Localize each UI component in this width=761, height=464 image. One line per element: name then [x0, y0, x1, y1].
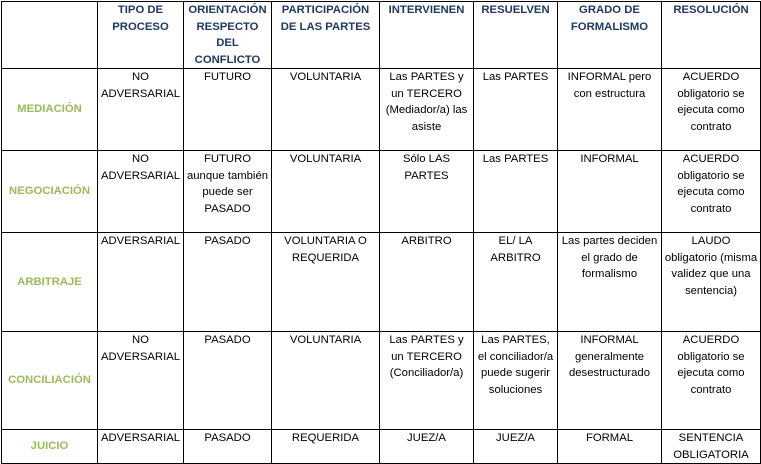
row-label-arbitraje: ARBITRAJE	[2, 233, 98, 332]
row-label-negociacion: NEGOCIACIÓN	[2, 151, 98, 233]
header-grado-de-formalismo: GRADO DE FORMALISMO	[558, 2, 662, 69]
table-cell: EL/ LA ARBITRO	[474, 233, 558, 332]
table-cell: PASADO	[184, 430, 272, 464]
table-cell: JUEZ/A	[380, 430, 474, 464]
table-cell: SENTENCIA OBLIGATORIA	[662, 430, 761, 464]
table-cell: FORMAL	[558, 430, 662, 464]
header-row	[2, 2, 761, 69]
table-row-arbitraje	[2, 233, 761, 332]
table-cell: Las PARTES y un TERCERO (Conciliador/a)	[380, 332, 474, 430]
table-cell: VOLUNTARIA O REQUERIDA	[272, 233, 380, 332]
table-cell: PASADO	[184, 233, 272, 332]
table-cell: ACUERDO obligatorio se ejecuta como contrato	[662, 332, 761, 430]
header-resolucion: RESOLUCIÓN	[662, 2, 761, 69]
table-cell: Las partes deciden el grado de formalismo	[558, 233, 662, 332]
table-cell: Sólo LAS PARTES	[380, 151, 474, 233]
table-cell: NO ADVERSARIAL	[98, 151, 184, 233]
row-label-mediacion: MEDIACIÓN	[2, 69, 98, 151]
table-cell: Las PARTES, el conciliador/a puede sugerir soluciones	[474, 332, 558, 430]
table-cell: INFORMAL generalmente desestructurado	[558, 332, 662, 430]
table-cell: JUEZ/A	[474, 430, 558, 464]
table-cell: Las PARTES y un TERCERO (Mediador/a) las asiste	[380, 69, 474, 151]
table-cell: ACUERDO obligatorio se ejecuta como contrato	[662, 151, 761, 233]
header-participacion: PARTICIPACIÓN DE LAS PARTES	[272, 2, 380, 69]
table-cell: NO ADVERSARIAL	[98, 69, 184, 151]
table-cell: Las PARTES	[474, 151, 558, 233]
table-row-negociacion	[2, 151, 761, 233]
header-intervienen: INTERVIENEN	[380, 2, 474, 69]
corner-cell	[2, 2, 98, 69]
table-cell: NO ADVERSARIAL	[98, 332, 184, 430]
header-resuelven: RESUELVEN	[474, 2, 558, 69]
table-cell: FUTURO	[184, 69, 272, 151]
table-cell: REQUERIDA	[272, 430, 380, 464]
table-row-juicio	[2, 430, 761, 464]
table-cell: INFORMAL	[558, 151, 662, 233]
table-cell: Las PARTES	[474, 69, 558, 151]
table-cell: ACUERDO obligatorio se ejecuta como contrato	[662, 69, 761, 151]
table-cell: FUTURO aunque también puede ser PASADO	[184, 151, 272, 233]
row-label-conciliacion: CONCILIACIÓN	[2, 332, 98, 430]
row-label-juicio: JUICIO	[2, 430, 98, 464]
table-cell: PASADO	[184, 332, 272, 430]
table-row-mediacion	[2, 69, 761, 151]
table-row-conciliacion	[2, 332, 761, 430]
table-cell: ADVERSARIAL	[98, 233, 184, 332]
header-tipo-de-proceso: TIPO DE PROCESO	[98, 2, 184, 69]
table-cell: VOLUNTARIA	[272, 69, 380, 151]
comparison-table	[1, 1, 761, 464]
table-cell: ARBITRO	[380, 233, 474, 332]
header-orientacion: ORIENTACIÓN RESPECTO DEL CONFLICTO	[184, 2, 272, 69]
table-cell: ADVERSARIAL	[98, 430, 184, 464]
table-cell: VOLUNTARIA	[272, 151, 380, 233]
table-cell: INFORMAL pero con estructura	[558, 69, 662, 151]
table-cell: VOLUNTARIA	[272, 332, 380, 430]
table-cell: LAUDO obligatorio (misma validez que una sentencia)	[662, 233, 761, 332]
